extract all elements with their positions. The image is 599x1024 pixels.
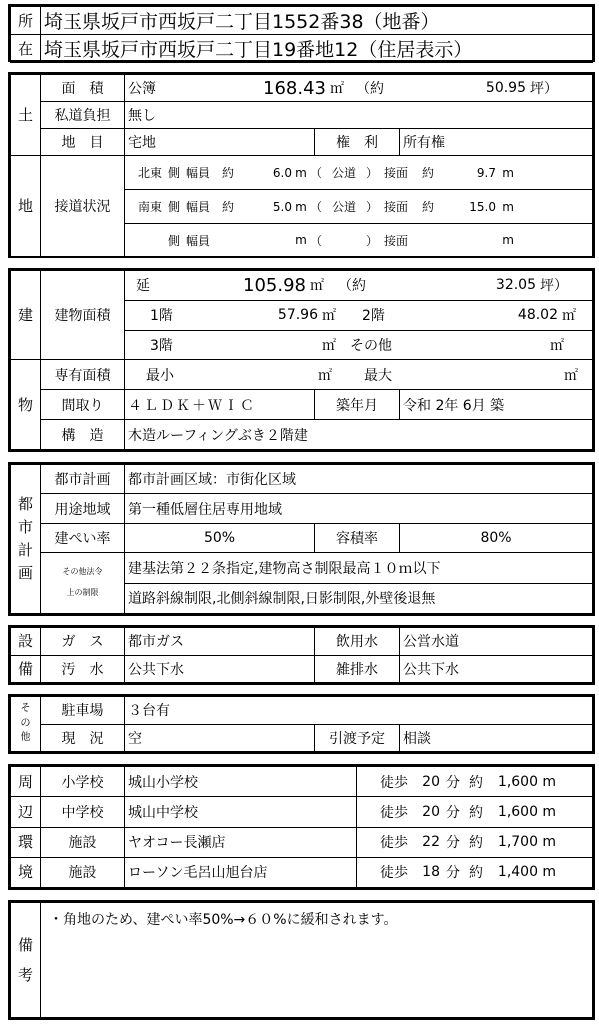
env-item-3-unit: m: [542, 834, 556, 851]
facilities-header-2: 備: [11, 655, 41, 683]
planning-header: [11, 465, 41, 614]
env-item-4-label: 施設: [41, 857, 125, 887]
road-1-side: 側: [167, 166, 180, 180]
built-label: 築年月: [315, 390, 400, 420]
env-item-4-distance: 1,400: [497, 864, 538, 881]
exclusive-max-label: 最大: [364, 367, 392, 384]
building-total-row: [125, 271, 593, 301]
drain-label: 雑排水: [315, 655, 400, 683]
road-2-approx: 約: [222, 200, 235, 214]
env-item-1-unit: m: [542, 773, 556, 790]
land-header-2: 地: [11, 156, 41, 257]
building-total-approx: （約: [338, 278, 366, 295]
land-area-label: 面 積: [41, 75, 125, 102]
land-category-label: 地 目: [41, 129, 125, 156]
planning-header-2: 市: [17, 517, 33, 536]
land-rights-label: 権 利: [315, 129, 400, 156]
other-header-2: の: [20, 717, 31, 729]
status-value: 空: [125, 724, 315, 752]
road-1-contact-label: 接面: [384, 166, 409, 180]
env-item-1-distance: 1,600: [497, 773, 538, 790]
road-2-side: 側: [167, 200, 180, 214]
env-item-2-walk: 徒歩: [380, 804, 408, 821]
other-header-1: そ: [20, 703, 31, 715]
other-header: [11, 697, 41, 752]
building-total-tsubo-unit: 坪）: [540, 278, 568, 295]
built-value: 令和 2年 6月 築: [400, 390, 593, 420]
bcr-value: 50%: [125, 523, 315, 552]
location-header: 所: [11, 7, 41, 35]
environment-section: [8, 764, 595, 890]
road-3-paren-open: （: [310, 233, 323, 248]
env-item-1-min-unit: 分: [446, 774, 460, 791]
other-law-value-2: 道路斜線制限,北側斜線制限,日影制限,外壁後退無: [125, 583, 593, 613]
private-road-value: 無し: [125, 102, 593, 129]
layout-label: 間取り: [41, 390, 125, 420]
road-2-contact: 15.0: [469, 199, 496, 214]
structure-label: 構 造: [41, 420, 125, 450]
road-3-side: 側: [167, 233, 180, 248]
env-item-3-name: ヤオコー長瀬店: [125, 827, 357, 857]
land-area-tsubo: 50.95: [485, 80, 526, 96]
building-total-m2: 105.98: [243, 274, 306, 296]
env-item-4-name: ローソン毛呂山旭台店: [125, 857, 357, 887]
road-1-width: 6.0: [272, 165, 292, 180]
handover-label: 引渡予定: [315, 724, 400, 752]
road-1-contact: 9.7: [476, 165, 496, 180]
remarks-header: [11, 903, 41, 1018]
road-2-width-label: 幅員: [186, 200, 211, 214]
land-area-value: [125, 75, 593, 102]
building-area-label: 建物面積: [41, 271, 125, 360]
bcr-label: 建ぺい率: [41, 523, 125, 552]
location-section: [8, 4, 595, 62]
road-2-contact-approx: 約: [422, 200, 435, 214]
floor-other-unit: ㎡: [550, 338, 564, 355]
floor-2-area: 48.02: [517, 307, 558, 324]
exclusive-area-label: 専有面積: [41, 360, 125, 390]
building-total-tsubo: 32.05: [495, 277, 536, 294]
remarks-header-1: 備: [17, 936, 33, 954]
floor-1-area: 57.96: [277, 307, 318, 324]
building-floors-row-1: [125, 300, 593, 330]
env-item-4-minutes: 18: [422, 864, 440, 881]
building-header-2: 物: [11, 360, 41, 450]
env-item-3-walk: 徒歩: [380, 835, 408, 852]
exclusive-min-unit: ㎡: [318, 367, 332, 384]
floor-3-unit: ㎡: [322, 338, 336, 355]
parking-label: 駐車場: [41, 697, 125, 725]
road-1-paren-close: ）: [366, 166, 379, 180]
city-plan-value: 都市計画区域：市街化区域: [125, 465, 593, 494]
env-item-3-min-unit: 分: [446, 835, 460, 852]
road-1-width-label: 幅員: [186, 166, 211, 180]
road-2-unit: m: [295, 199, 307, 214]
env-item-2-unit: m: [542, 803, 556, 820]
env-item-2-label: 中学校: [41, 797, 125, 827]
building-header-1: 建: [11, 271, 41, 360]
land-header-1: 土: [11, 75, 41, 156]
land-area-m2-unit: ㎡: [330, 81, 344, 97]
env-item-1-name: 城山小学校: [125, 767, 357, 797]
road-3-contact-label: 接面: [384, 233, 409, 248]
building-total-label: 延: [136, 278, 150, 295]
other-header-3: 他: [20, 732, 31, 744]
far-value: 80%: [400, 523, 593, 552]
gas-label: ガ ス: [41, 628, 125, 656]
status-label: 現 況: [41, 724, 125, 752]
env-item-4-detail: [357, 857, 593, 887]
road-1-contact-unit: m: [502, 165, 514, 180]
road-1-paren-open: （: [310, 166, 323, 180]
address-residential: 埼玉県坂戸市西坂戸二丁目19番地12（住居表示）: [41, 35, 593, 63]
road-3-paren-close: ）: [366, 233, 379, 248]
land-area-approx: （約: [356, 81, 384, 97]
remarks-text: ・角地のため、建ぺい率50%→６０%に緩和されます。: [41, 903, 593, 1018]
road-1-type: 公道: [331, 166, 356, 180]
env-item-3-approx: 約: [469, 835, 483, 852]
road-row-1: [125, 156, 593, 190]
sewage-label: 汚 水: [41, 655, 125, 683]
env-item-1-minutes: 20: [422, 773, 440, 790]
land-rights-value: 所有権: [400, 129, 593, 156]
location-header-2: 在: [11, 35, 41, 63]
road-2-contact-unit: m: [502, 199, 514, 214]
exclusive-min-label: 最小: [146, 367, 174, 384]
road-2-paren-open: （: [310, 200, 323, 214]
road-3-width-label: 幅員: [186, 233, 211, 248]
env-item-4-unit: m: [542, 864, 556, 881]
remarks-section: [8, 900, 595, 1020]
env-header-4: 境: [11, 857, 41, 887]
zone-label: 用途地域: [41, 494, 125, 523]
facilities-section: [8, 625, 595, 685]
floor-3-label: 3階: [150, 338, 173, 355]
road-1-approx: 約: [222, 166, 235, 180]
env-item-2-minutes: 20: [422, 803, 440, 820]
planning-header-4: 画: [17, 564, 33, 583]
water-value: 公営水道: [400, 628, 593, 656]
road-2-type: 公道: [331, 200, 356, 214]
far-label: 容積率: [315, 523, 400, 552]
road-row-3: [125, 224, 593, 257]
layout-value: ４ＬＤＫ＋ＷＩＣ: [125, 390, 315, 420]
env-header-3: 環: [11, 827, 41, 857]
env-header-2: 辺: [11, 797, 41, 827]
env-item-2-name: 城山中学校: [125, 797, 357, 827]
planning-section: [8, 462, 595, 616]
road-2-width: 5.0: [272, 199, 292, 214]
env-item-1-walk: 徒歩: [380, 774, 408, 791]
env-item-1-label: 小学校: [41, 767, 125, 797]
env-item-4-approx: 約: [469, 865, 483, 882]
land-area-basis: 公簿: [128, 81, 156, 97]
land-area-tsubo-unit: 坪）: [530, 81, 558, 97]
drain-value: 公共下水: [400, 655, 593, 683]
structure-value: 木造ルーフィングぶき２階建: [125, 420, 593, 450]
floor-2-label: 2階: [362, 308, 385, 325]
env-item-1-detail: [357, 767, 593, 797]
planning-header-3: 計: [17, 541, 33, 559]
road-3-unit: m: [295, 233, 307, 247]
env-item-1-approx: 約: [469, 774, 483, 791]
building-section: [8, 268, 595, 452]
road-3-contact-unit: m: [502, 233, 514, 247]
other-law-value-1: 建基法第２２条指定,建物高さ制限最高１０ｍ以下: [125, 553, 593, 583]
env-item-4-walk: 徒歩: [380, 865, 408, 882]
road-2-contact-label: 接面: [384, 200, 409, 214]
exclusive-area-row: [125, 360, 593, 390]
other-law-label-1: その他法令: [62, 567, 103, 577]
sewage-value: 公共下水: [125, 655, 315, 683]
road-row-2: [125, 190, 593, 224]
floor-1-label: 1階: [150, 308, 173, 325]
env-item-3-detail: [357, 827, 593, 857]
other-law-label: [41, 553, 125, 614]
env-item-3-distance: 1,700: [497, 834, 538, 851]
road-1-contact-approx: 約: [422, 166, 435, 180]
land-category-value: 宅地: [125, 129, 315, 156]
floor-2-unit: ㎡: [562, 308, 576, 325]
road-1-direction: 北東: [137, 166, 162, 180]
road-1-unit: m: [295, 165, 307, 180]
other-section: [8, 694, 595, 754]
road-access-label: 接道状況: [41, 156, 125, 257]
env-item-2-distance: 1,600: [497, 803, 538, 820]
gas-value: 都市ガス: [125, 628, 315, 656]
building-floors-row-2: [125, 330, 593, 360]
floor-1-unit: ㎡: [322, 308, 336, 325]
other-law-label-2: 上の制限: [66, 588, 99, 598]
env-item-3-minutes: 22: [422, 834, 440, 851]
env-item-2-detail: [357, 797, 593, 827]
city-plan-label: 都市計画: [41, 465, 125, 494]
env-item-2-approx: 約: [469, 804, 483, 821]
road-2-paren-close: ）: [366, 200, 379, 214]
env-item-3-label: 施設: [41, 827, 125, 857]
zone-value: 第一種低層住居専用地域: [125, 494, 593, 523]
address-lot: 埼玉県坂戸市西坂戸二丁目1552番38（地番）: [41, 7, 593, 35]
handover-value: 相談: [400, 724, 593, 752]
land-section: [8, 72, 595, 258]
facilities-header-1: 設: [11, 628, 41, 656]
exclusive-max-unit: ㎡: [564, 367, 578, 384]
water-label: 飲用水: [315, 628, 400, 656]
building-total-unit: ㎡: [310, 278, 324, 295]
parking-value: ３台有: [125, 697, 593, 725]
env-item-2-min-unit: 分: [446, 804, 460, 821]
env-item-4-min-unit: 分: [446, 865, 460, 882]
planning-header-1: 都: [17, 494, 33, 513]
private-road-label: 私道負担: [41, 102, 125, 129]
remarks-header-2: 考: [17, 966, 33, 984]
land-area-m2: 168.43: [263, 77, 326, 99]
floor-other-label: その他: [350, 338, 392, 355]
road-2-direction: 南東: [137, 200, 162, 214]
env-header-1: 周: [11, 767, 41, 797]
